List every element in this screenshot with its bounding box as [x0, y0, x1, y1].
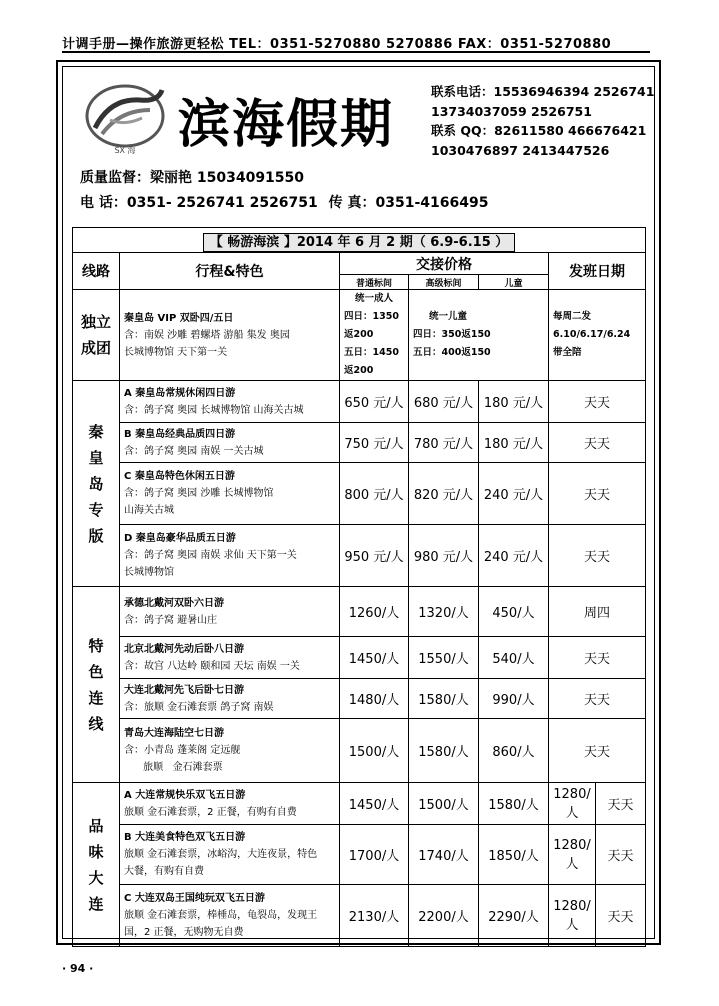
price-standard: 950 元/人: [340, 525, 409, 587]
departure-schedule: 天天: [549, 679, 646, 719]
itinerary-cell: [120, 525, 340, 587]
itinerary-cell: [120, 637, 340, 679]
departure-schedule: 天天: [549, 463, 646, 525]
brand-logo: [80, 80, 170, 158]
deluxe-room-header: 高级标间: [409, 275, 479, 290]
route-desc: 含：故宫 八达岭 颐和园 天坛 南娱 一关: [124, 660, 300, 672]
price-standard: 1500/人: [340, 719, 409, 783]
route-desc: 国，2 正餐，无购物无自费: [124, 927, 244, 938]
contact-line: 13734037059 2526751: [431, 103, 592, 119]
route-title: B 大连美食特色双飞五日游: [124, 832, 246, 843]
departure-schedule: 天天: [596, 885, 646, 947]
category-text: 大: [88, 868, 104, 887]
route-title: A 大连常规快乐双飞五日游: [124, 789, 246, 801]
category-text: 岛: [88, 474, 104, 493]
category-text: 秦: [88, 422, 104, 441]
contact-line: 联系电话：15536946394 2526741: [431, 84, 655, 99]
itinerary-cell: [120, 463, 340, 525]
price-child: 2290/人: [479, 885, 549, 947]
category-dalian: [73, 783, 120, 947]
route-title: B 秦皇岛经典品质四日游: [124, 428, 236, 440]
route-desc: 含：鸽子窝 奥园 长城博物馆 山海关古城: [124, 404, 304, 416]
price-child: 180 元/人: [479, 381, 549, 423]
route-desc: 含：旅顺 金石滩套票 鸽子窝 南娱: [124, 701, 274, 713]
departure-schedule: 周四: [549, 587, 646, 637]
category-text: 线: [88, 714, 104, 733]
route-desc: 旅顺 金石滩套票: [124, 762, 223, 773]
route-desc: 山海关古城: [124, 505, 174, 516]
route-desc: 长城博物馆: [124, 567, 174, 578]
price-standard: 750 元/人: [340, 423, 409, 463]
route-title: A 秦皇岛常规休闲四日游: [124, 387, 236, 399]
price-child: 1580/人: [479, 783, 549, 825]
route-desc: 含：鸽子窝 避暑山庄: [124, 614, 218, 626]
price-standard: 1480/人: [340, 679, 409, 719]
category-text: 品: [88, 816, 104, 835]
route-desc: 旅顺 金石滩套票，2 正餐，有购有自费: [124, 806, 297, 818]
schedule-line: 每周二发: [553, 311, 592, 322]
departure-schedule: 天天: [549, 637, 646, 679]
issue-banner-text: 【 畅游海滨 】2014 年 6 月 2 期（ 6.9-6.15 ）: [203, 233, 516, 252]
standard-room-header: 普通标间: [340, 275, 409, 290]
schedule-cell: [549, 290, 646, 381]
itinerary-cell: [120, 783, 340, 825]
price-standard: 800 元/人: [340, 463, 409, 525]
category-text: 特: [88, 636, 104, 655]
issue-banner: [73, 228, 646, 253]
category-qinhuangdao: [73, 381, 120, 587]
itinerary-cell: [120, 719, 340, 783]
price-deluxe: 980 元/人: [409, 525, 479, 587]
itinerary-cell: [120, 381, 340, 423]
category-text: 专: [88, 500, 104, 519]
price-line: 五日：1450返200: [344, 347, 399, 376]
category-special-routes: [73, 587, 120, 783]
route-title: 北京北戴河先动后卧八日游: [124, 643, 244, 655]
price-standard: 1450/人: [340, 783, 409, 825]
price-standard: 1450/人: [340, 637, 409, 679]
child-price-cell: [409, 290, 549, 381]
logo-caption: SX 海: [114, 146, 136, 155]
price-deluxe: 2200/人: [409, 885, 479, 947]
price-standard: 1260/人: [340, 587, 409, 637]
route-desc: 含：鸽子窝 奥园 南娱 求仙 天下第一关: [124, 550, 297, 561]
route-desc: 含：小青岛 蓬莱阁 定远舰: [124, 745, 241, 756]
category-independent: [73, 290, 120, 381]
price-child: 450/人: [479, 587, 549, 637]
price-line: 统一儿童: [429, 311, 468, 322]
schedule-line: 带全陪: [553, 347, 582, 358]
category-text: 色: [88, 662, 104, 681]
schedule-header: 发班日期: [549, 253, 646, 290]
fax-number: 传 真：0351-4166495: [328, 195, 489, 211]
route-desc: 长城博物馆 天下第一关: [124, 346, 228, 358]
itinerary-header: 行程&特色: [120, 253, 340, 290]
category-text: 版: [88, 526, 104, 545]
price-child: 240 元/人: [479, 463, 549, 525]
departure-schedule: 天天: [549, 423, 646, 463]
route-desc: 含：鸽子窝 奥园 沙雕 长城博物馆: [124, 488, 274, 499]
contact-block: [431, 82, 654, 160]
top-header: 计调手册—操作旅游更轻松 TEL：0351-5270880 5270886 FAX：0351-5270880: [62, 37, 612, 52]
phone-number: 电 话：0351- 2526741 2526751: [80, 195, 318, 211]
itinerary-cell: [120, 423, 340, 463]
route-title: C 大连双岛王国纯玩双飞五日游: [124, 893, 265, 904]
price-deluxe: 1580/人: [409, 719, 479, 783]
price-line: 五日：400返150: [413, 347, 491, 358]
route-header: 线路: [73, 253, 120, 290]
price-header: 交接价格: [340, 253, 549, 275]
route-title: C 秦皇岛特色休闲五日游: [124, 471, 235, 482]
price-standard: 2130/人: [340, 885, 409, 947]
price-child: 860/人: [479, 719, 549, 783]
route-desc: 含：鸽子窝 奥园 南娱 一关古城: [124, 445, 264, 457]
price-extra: 1280/人: [549, 783, 596, 825]
price-deluxe: 1580/人: [409, 679, 479, 719]
route-desc: 大餐，有购有自费: [124, 866, 204, 877]
departure-schedule: 天天: [549, 525, 646, 587]
price-child: 990/人: [479, 679, 549, 719]
price-child: 1850/人: [479, 825, 549, 885]
price-line: 四日：1350返200: [344, 311, 399, 340]
itinerary-cell: [120, 290, 340, 381]
category-text: 连: [88, 688, 104, 707]
price-extra: 1280/人: [549, 825, 596, 885]
itinerary-cell: [120, 587, 340, 637]
price-child: 180 元/人: [479, 423, 549, 463]
price-deluxe: 1740/人: [409, 825, 479, 885]
departure-schedule: 天天: [596, 825, 646, 885]
price-extra: 1280/人: [549, 885, 596, 947]
itinerary-cell: [120, 679, 340, 719]
category-text: 皇: [88, 448, 104, 467]
departure-schedule: 天天: [596, 783, 646, 825]
price-deluxe: 820 元/人: [409, 463, 479, 525]
child-header: 儿童: [479, 275, 549, 290]
price-deluxe: 1500/人: [409, 783, 479, 825]
route-title: 青岛大连海陆空七日游: [124, 728, 224, 739]
route-title: 承德北戴河双卧六日游: [124, 597, 224, 609]
category-text: 连: [88, 894, 104, 913]
departure-schedule: 天天: [549, 381, 646, 423]
category-text: 独立: [80, 313, 111, 331]
category-text: 成团: [80, 339, 111, 357]
price-line: 统一成人: [354, 293, 393, 304]
route-title: D 秦皇岛豪华品质五日游: [124, 533, 236, 544]
route-desc: 旅顺 金石滩套票，冰峪沟，大连夜景，特色: [124, 849, 318, 860]
tour-price-table: [72, 227, 646, 947]
route-title: 大连北戴河先飞后卧七日游: [124, 684, 244, 696]
itinerary-cell: [120, 825, 340, 885]
price-deluxe: 1550/人: [409, 637, 479, 679]
route-title: 秦皇岛 VIP 双卧四/五日: [124, 312, 234, 324]
header-divider: [62, 51, 650, 53]
price-child: 540/人: [479, 637, 549, 679]
brand-name: 滨海假期: [178, 94, 395, 155]
price-child: 240 元/人: [479, 525, 549, 587]
price-deluxe: 780 元/人: [409, 423, 479, 463]
contact-line: 联系 QQ：82611580 466676421: [431, 123, 647, 138]
category-text: 味: [88, 842, 104, 861]
price-standard: 650 元/人: [340, 381, 409, 423]
departure-schedule: 天天: [549, 719, 646, 783]
route-desc: 旅顺 金石滩套票，棒棰岛，龟裂岛，发现王: [124, 910, 318, 921]
price-line: 四日：350返150: [413, 329, 491, 340]
phone-fax-line: [80, 192, 495, 212]
adult-price-cell: [340, 290, 409, 381]
contact-line: 1030476897 2413447526: [431, 142, 610, 158]
itinerary-cell: [120, 885, 340, 947]
price-deluxe: 680 元/人: [409, 381, 479, 423]
quality-supervisor: 质量监督：梁丽艳 15034091550: [80, 170, 305, 186]
page-number: · 94 ·: [62, 962, 94, 975]
route-desc: 含：南娱 沙雕 碧螺塔 游船 集发 奥园: [124, 329, 290, 341]
price-deluxe: 1320/人: [409, 587, 479, 637]
price-standard: 1700/人: [340, 825, 409, 885]
schedule-line: 6.10/6.17/6.24: [553, 329, 631, 340]
